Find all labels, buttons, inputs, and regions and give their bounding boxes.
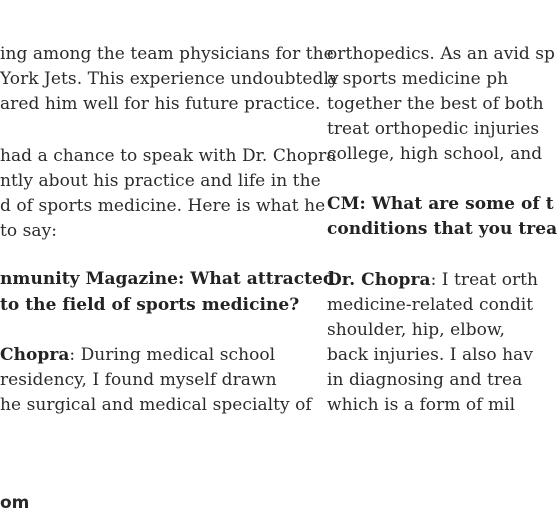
interview-question: CM: What are some of t [327,194,554,214]
speaker-name: Chopra [0,345,70,365]
interview-answer-line: back injuries. I also hav [327,345,533,365]
interview-answer-line: residency, I found myself drawn [0,370,277,390]
answer-text: : During medical school [69,345,276,365]
interview-question: to the field of sports medicine? [0,295,300,315]
left-para2-line: ntly about his practice and life in the [0,171,321,191]
footer-url-fragment: om [0,493,30,513]
right-para1-line: orthopedics. As an avid sp [327,44,555,64]
interview-answer-line: medicine-related condit [327,295,534,315]
right-para1-line: college, high school, and [327,144,543,164]
speaker-name: Dr. Chopra [327,270,431,290]
left-para1-line: ared him well for his future practice. [0,94,321,114]
left-para2-line: d of sports medicine. Here is what he [0,196,326,216]
interview-answer-line: he surgical and medical specialty of [0,395,312,415]
interview-answer-line: in diagnosing and trea [327,370,523,390]
interview-question: nmunity Magazine: What attracted [0,269,335,289]
answer-text: : I treat orth [430,270,539,290]
right-para1-line: a sports medicine ph [327,69,509,89]
interview-answer-line: shoulder, hip, elbow, [327,320,505,340]
interview-answer-line [0,345,275,365]
interview-question: conditions that you trea [327,219,557,239]
right-para1-line: together the best of both [327,94,544,114]
left-para1-line: York Jets. This experience undoubtedly [0,69,339,89]
interview-answer-line [327,270,538,290]
left-para1-line: ing among the team physicians for the [0,44,334,64]
left-para2-line: to say: [0,221,58,241]
right-para1-line: treat orthopedic injuries [327,119,540,139]
interview-answer-line: which is a form of mil [327,395,516,415]
left-para2-line: had a chance to speak with Dr. Chopra [0,146,337,166]
